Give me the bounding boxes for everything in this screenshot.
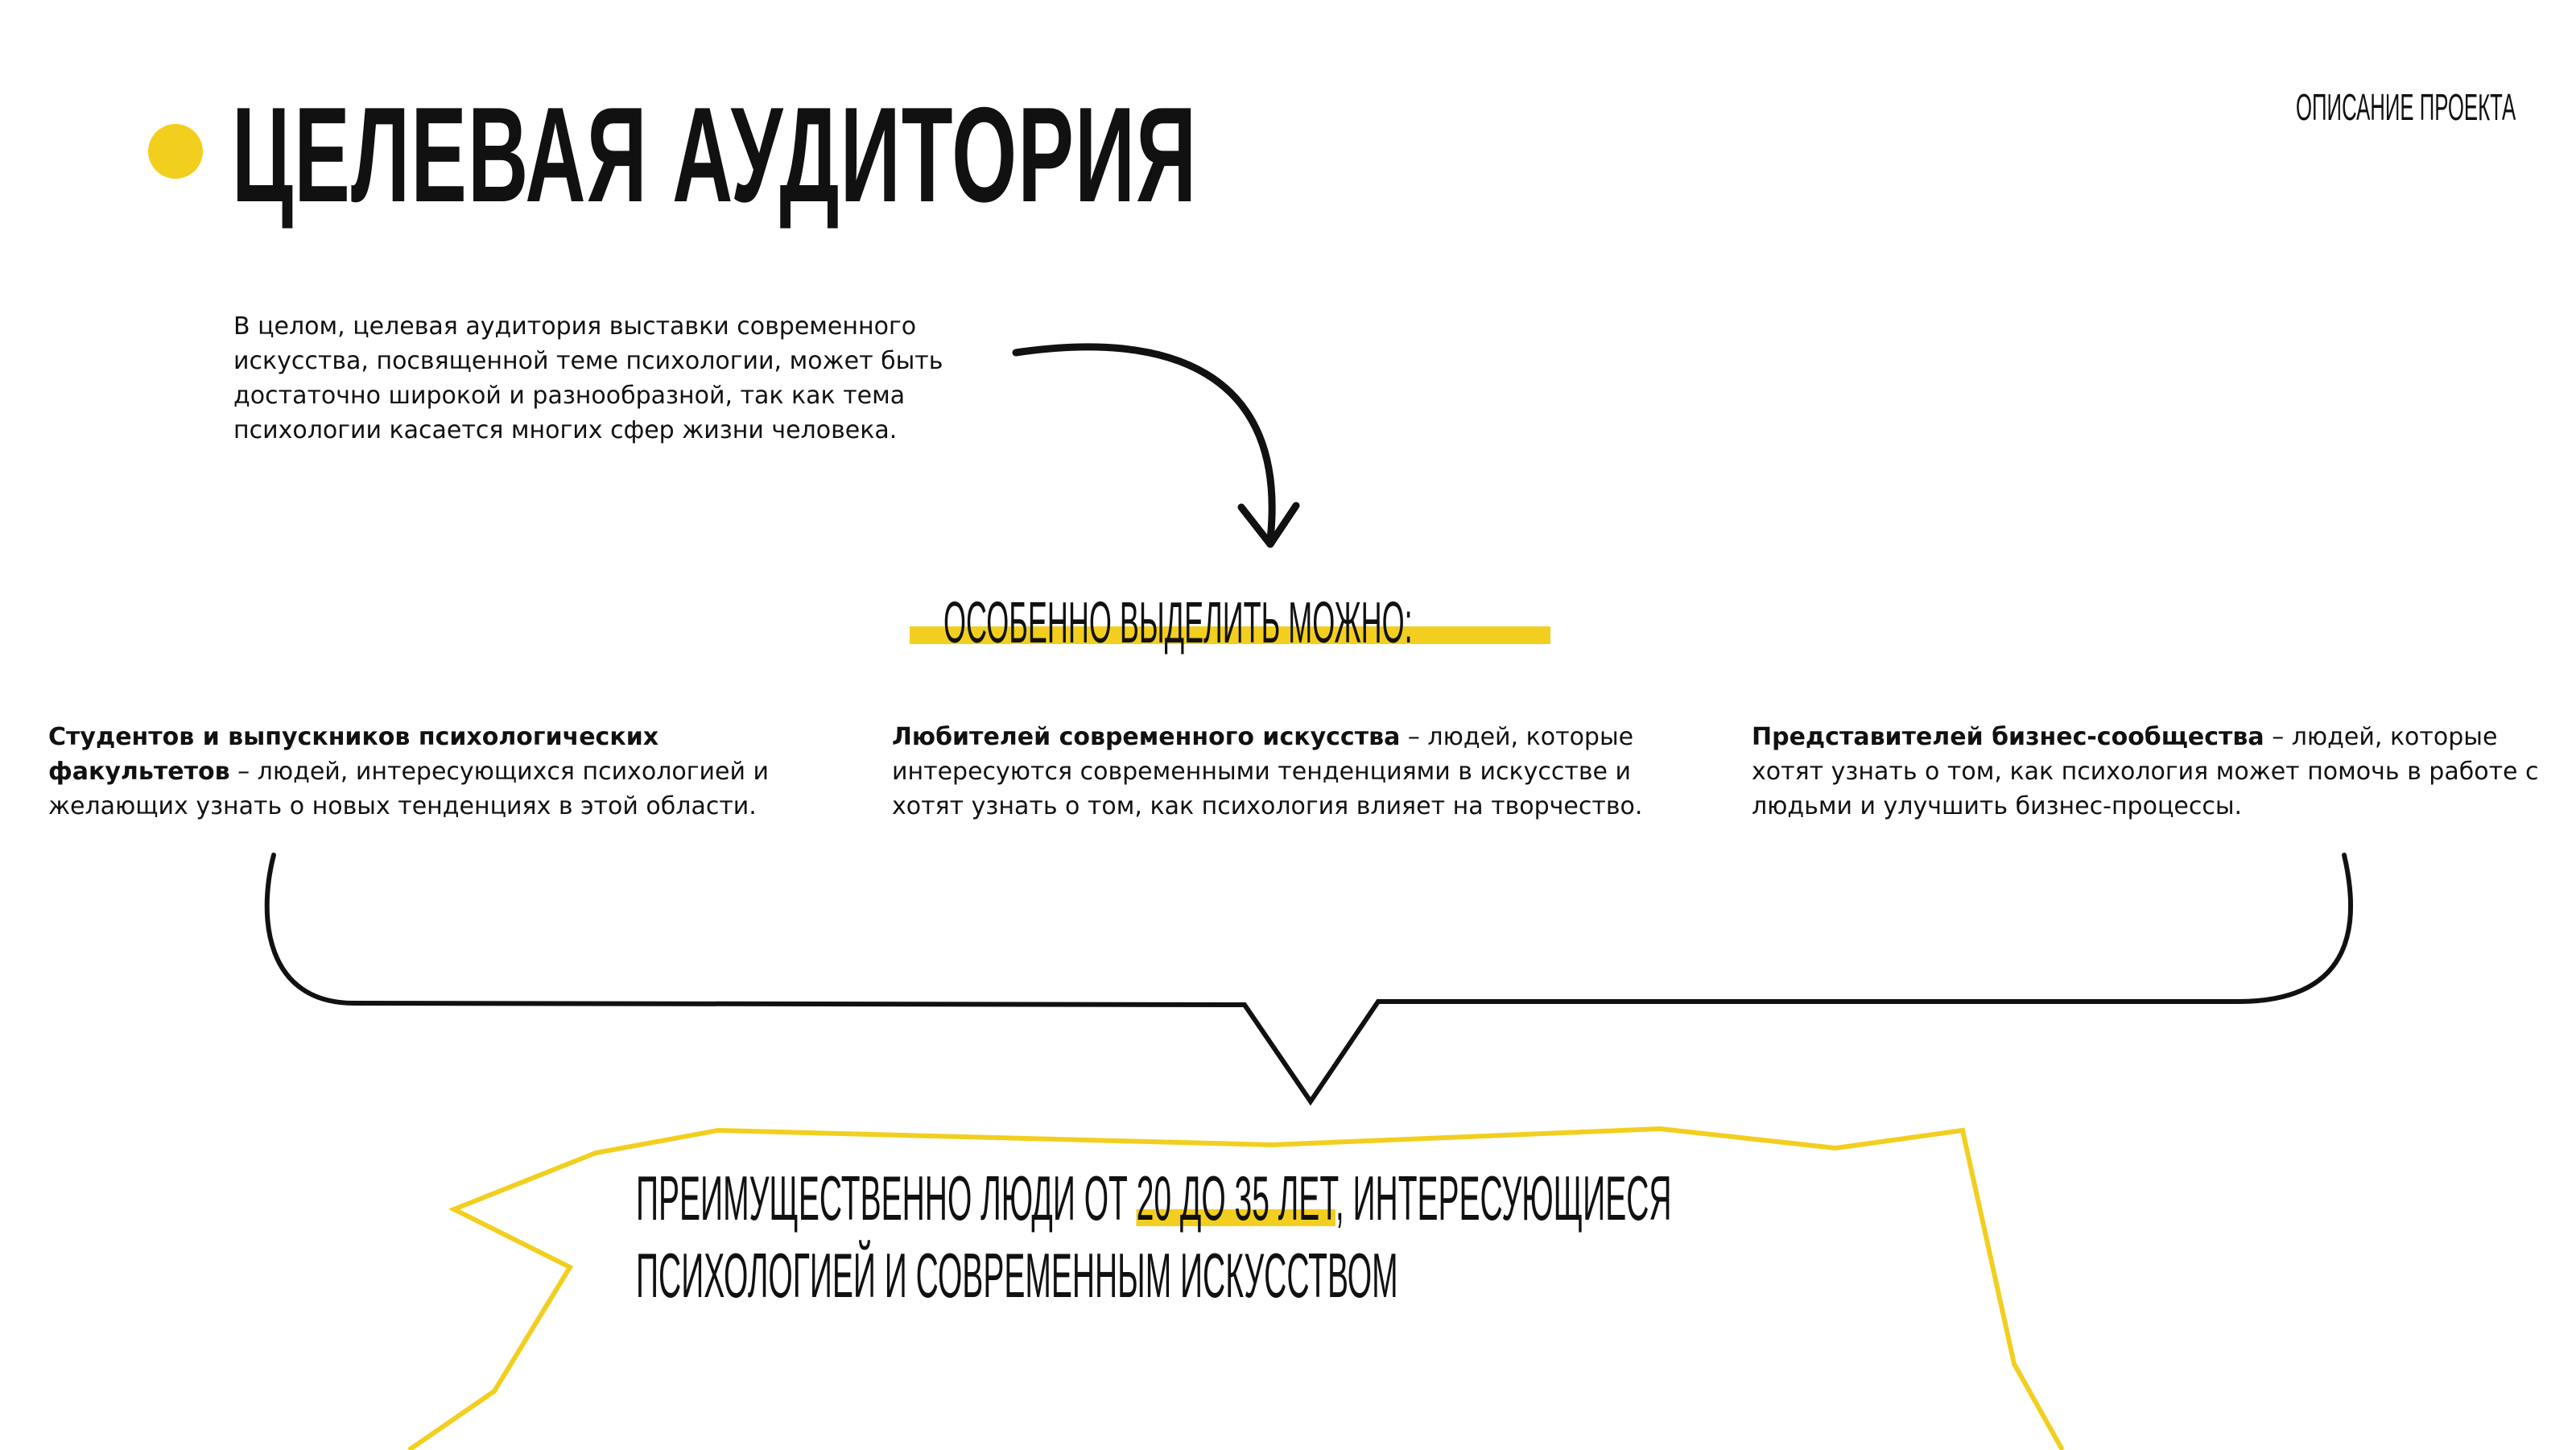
audience-group-business [1752, 720, 2549, 824]
section-label: ОПИСАНИЕ ПРОЕКТА [2296, 86, 2516, 128]
page-title: ЦЕЛЕВАЯ АУДИТОРИЯ [232, 79, 1198, 230]
intro-paragraph: В целом, целевая аудитория выставки современного искусства, посвященной теме психологии, может быть достаточно широкой и разнообразной, так как тема психологии касается многих сфер жизни человека. [233, 312, 943, 444]
group-description: – людей, которые хотят узнать о том, как психология может помочь в работе с людьми и улучшить бизнес-процессы. [1752, 723, 2539, 820]
conclusion-text [636, 1159, 1672, 1314]
subheading-block [910, 588, 1550, 655]
conclusion-prefix: ПРЕИМУЩЕСТВЕННО ЛЮДИ ОТ [636, 1163, 1137, 1233]
group-title: Студентов и выпускников психологических факультетов [48, 723, 659, 786]
group-title: Любителей современного искусства [892, 723, 1401, 751]
group-description: – людей, которые интересуются современными тенденциями в искусстве и хотят узнать о том, как психология влияет на творчество. [892, 723, 1643, 820]
conclusion-line-1 [636, 1159, 1672, 1237]
conclusion-line-2: ПСИХОЛОГИЕЙ И СОВРЕМЕННЫМ ИСКУССТВОМ [636, 1240, 1398, 1311]
subheading: ОСОБЕННО ВЫДЕЛИТЬ МОЖНО: [943, 591, 1413, 655]
audience-group-students [48, 720, 845, 824]
curved-arrow [1016, 347, 1272, 539]
title-bullet-dot [148, 124, 203, 179]
group-description: – людей, интересующихся психологией и желающих узнать о новых тенденциях в этой области. [48, 758, 769, 820]
group-title: Представителей бизнес-сообщества [1752, 723, 2264, 751]
audience-group-art-lovers [892, 720, 1689, 824]
age-range-highlight: 20 ДО 35 ЛЕТ [1136, 1163, 1335, 1233]
conclusion-suffix: , ИНТЕРЕСУЮЩИЕСЯ [1335, 1163, 1672, 1233]
curly-brace [267, 855, 2351, 1101]
